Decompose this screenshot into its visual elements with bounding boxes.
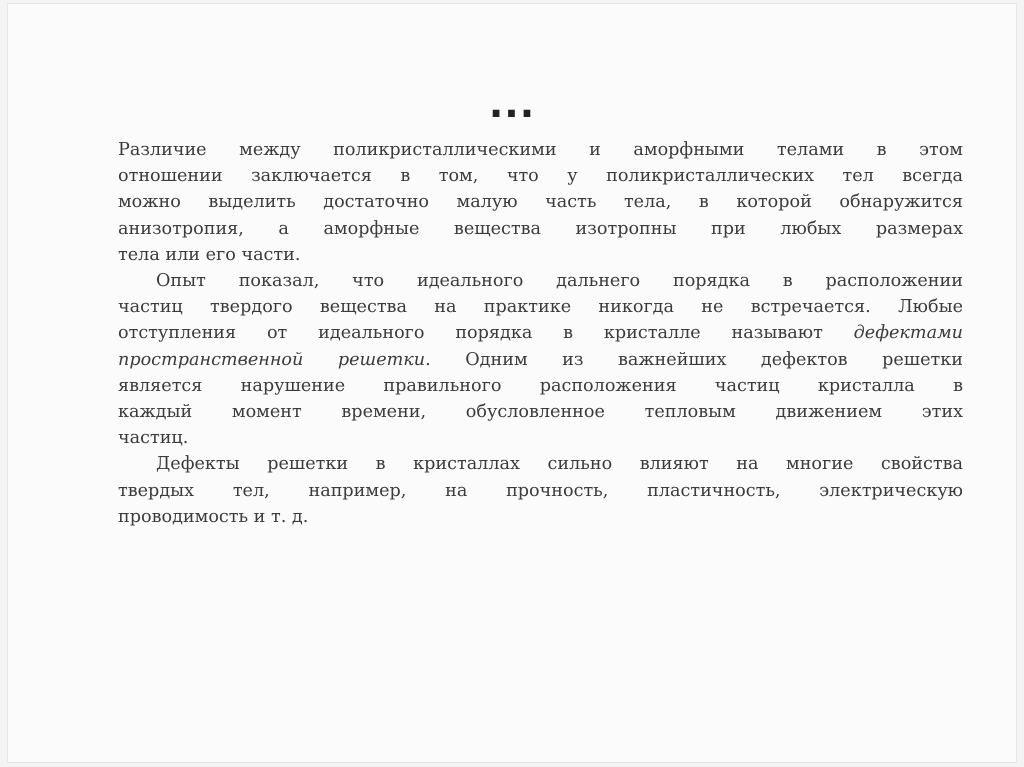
text-run: проводимость и т. д.	[118, 506, 309, 527]
italic-term: пространственной решетки	[118, 349, 426, 370]
italic-term: дефектами	[853, 323, 963, 344]
text-run: твердых тел, например, на прочность, пластичность, электрическую	[118, 480, 963, 501]
paragraph	[118, 137, 963, 268]
slide	[7, 3, 1017, 763]
text-line	[118, 478, 963, 504]
text-line	[118, 373, 963, 399]
text-line	[118, 189, 963, 215]
text-run: тела или его части.	[118, 244, 301, 265]
text-run: Различие между поликристаллическими и аморфными телами в этом	[118, 140, 963, 160]
text-line	[118, 242, 963, 268]
text-line	[118, 504, 963, 530]
paragraph	[118, 451, 963, 530]
body-text	[118, 137, 963, 530]
text-line	[118, 268, 963, 294]
text-line	[118, 347, 963, 373]
text-line	[118, 137, 963, 163]
text-line	[118, 320, 963, 346]
text-line	[118, 163, 963, 189]
text-line	[118, 399, 963, 425]
text-run: можно выделить достаточно малую часть тела, в которой обнаружится	[118, 192, 963, 213]
text-run: частиц твердого вещества на практике никогда не встречается. Любые	[118, 297, 963, 318]
slide-title: ...	[488, 82, 536, 126]
text-run: анизотропия, а аморфные вещества изотропны при любых размерах	[118, 218, 963, 239]
text-run: . Одним из важнейших дефектов решетки	[425, 349, 963, 370]
text-run: отношении заключается в том, что у поликристаллических тел всегда	[118, 166, 963, 187]
paragraph	[118, 268, 963, 451]
text-line	[118, 216, 963, 242]
text-run: каждый момент времени, обусловленное тепловым движением этих	[118, 402, 963, 423]
text-run: Дефекты решетки в кристаллах сильно влияют на многие свойства	[156, 454, 963, 475]
text-run: Опыт показал, что идеального дальнего порядка в расположении	[156, 271, 963, 292]
text-line	[118, 451, 963, 477]
text-run: частиц.	[118, 428, 189, 449]
text-line	[118, 425, 963, 451]
text-run: является нарушение правильного расположения частиц кристалла в	[118, 375, 963, 396]
text-run: отступления от идеального порядка в кристалле называют	[118, 323, 854, 344]
text-line	[118, 294, 963, 320]
